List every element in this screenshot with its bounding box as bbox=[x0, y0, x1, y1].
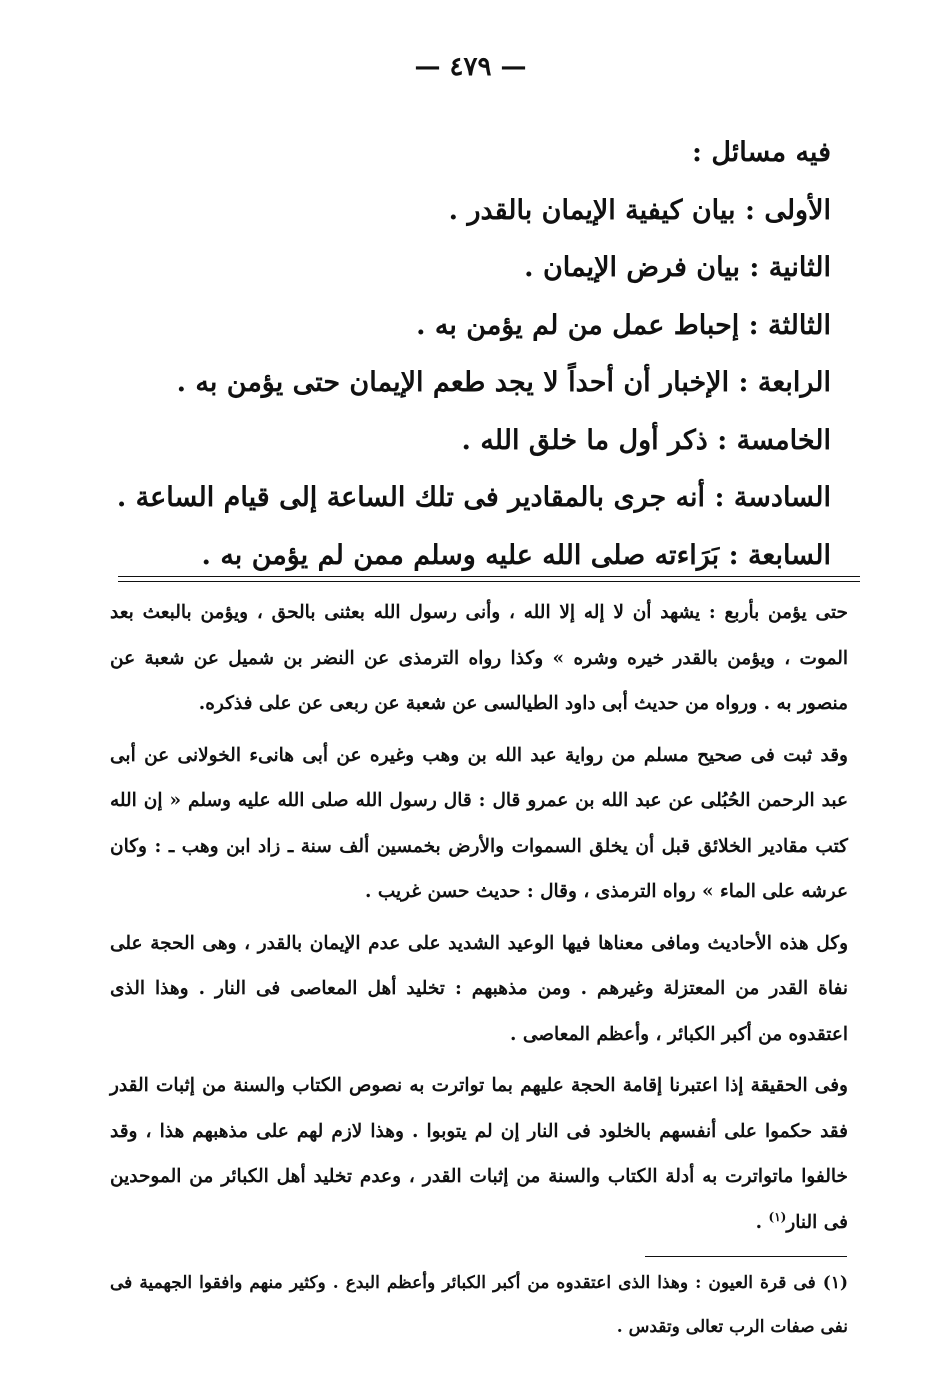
page-number: — ٤٧٩ — bbox=[414, 52, 527, 82]
issue-item: الخامسة : ذكر أول ما خلق الله . bbox=[461, 424, 831, 456]
issue-item: الرابعة : الإخبار أن أحداً لا يجد طعم الإيمان حتى يؤمن به . bbox=[176, 367, 831, 398]
commentary-paragraph bbox=[110, 1063, 848, 1245]
issue-item: الأولى : بيان كيفية الإيمان بالقدر . bbox=[448, 194, 831, 226]
issues-list bbox=[111, 124, 831, 584]
commentary-paragraph: حتى يؤمن بأربع : يشهد أن لا إله إلا الله ، وأنى رسول الله بعثنى بالحق ، ويؤمن بالبعث بعد الموت ، ويؤمن بالقدر خيره وشره » وكذا رواه الترمذى عن النضر بن شميل عن شعبة عن منصور به . ورواه من حديث أبى داود الطيالسى عن شعبة عن ربعى عن على فذكره. bbox=[110, 602, 848, 714]
issue-item: السابعة : بَرَاءته صلى الله عليه وسلم ممن لم يؤمن به . bbox=[201, 539, 831, 571]
footnote-text: (١) فى قرة العيون : وهذا الذى اعتقدوه من أكبر الكبائر وأعظم البدع . وكثير منهم وافقوا الجهمية فى نفى صفات الرب تعالى وتقدس . bbox=[110, 1273, 848, 1337]
commentary-text-end: . bbox=[755, 1211, 769, 1233]
footnote-divider bbox=[645, 1256, 847, 1257]
issue-item: الثالثة : إحباط عمل من لم يؤمن به . bbox=[416, 309, 831, 341]
section-divider-top bbox=[118, 576, 860, 577]
commentary-notes bbox=[110, 590, 848, 1245]
commentary-text: وفى الحقيقة إذا اعتبرنا إقامة الحجة عليهم بما تواترت به نصوص الكتاب والسنة من إثبات القدر فقد حكموا على أنفسهم بالخلود فى النار إن لم يتوبوا . وهذا لازم لهم على مذهبهم هذا ، وقد خالفوا ماتواترت به أدلة الكتاب والسنة من إثبات القدر ، وعدم تخليد أهل الكبائر من الموحدين فى النار bbox=[110, 1075, 848, 1233]
commentary-paragraph: وقد ثبت فى صحيح مسلم من رواية عبد الله بن وهب وغيره عن أبى هانىء الخولانى عن أبى عبد الرحمن الحُبُلى عن عبد الله بن عمرو قال : قال رسول الله صلى الله عليه وسلم « إن الله كتب مقادير الخلائق قبل أن يخلق السموات والأرض بخمسين ألف سنة ـ زاد ابن وهب ـ : وكان عرشه على الماء » رواه الترمذى ، وقال : حديث حسن غريب . bbox=[110, 744, 848, 902]
footnote-reference: (١) bbox=[768, 1209, 787, 1224]
commentary-paragraph: وكل هذه الأحاديث ومافى معناها فيها الوعيد الشديد على عدم الإيمان بالقدر ، وهى الحجة على نفاة القدر من المعتزلة وغيرهم . ومن مذهبهم : تخليد أهل المعاصى فى النار . وهذا الذى اعتقدوه من أكبر الكبائر ، وأعظم المعاصى . bbox=[110, 932, 848, 1045]
footnote bbox=[110, 1261, 848, 1349]
issue-item: السادسة : أنه جرى بالمقادير فى تلك الساعة إلى قيام الساعة . bbox=[116, 482, 831, 513]
issues-heading: فيه مسائل : bbox=[691, 137, 831, 168]
issue-item: الثانية : بيان فرض الإيمان . bbox=[524, 252, 831, 283]
section-divider-bottom bbox=[118, 581, 860, 582]
